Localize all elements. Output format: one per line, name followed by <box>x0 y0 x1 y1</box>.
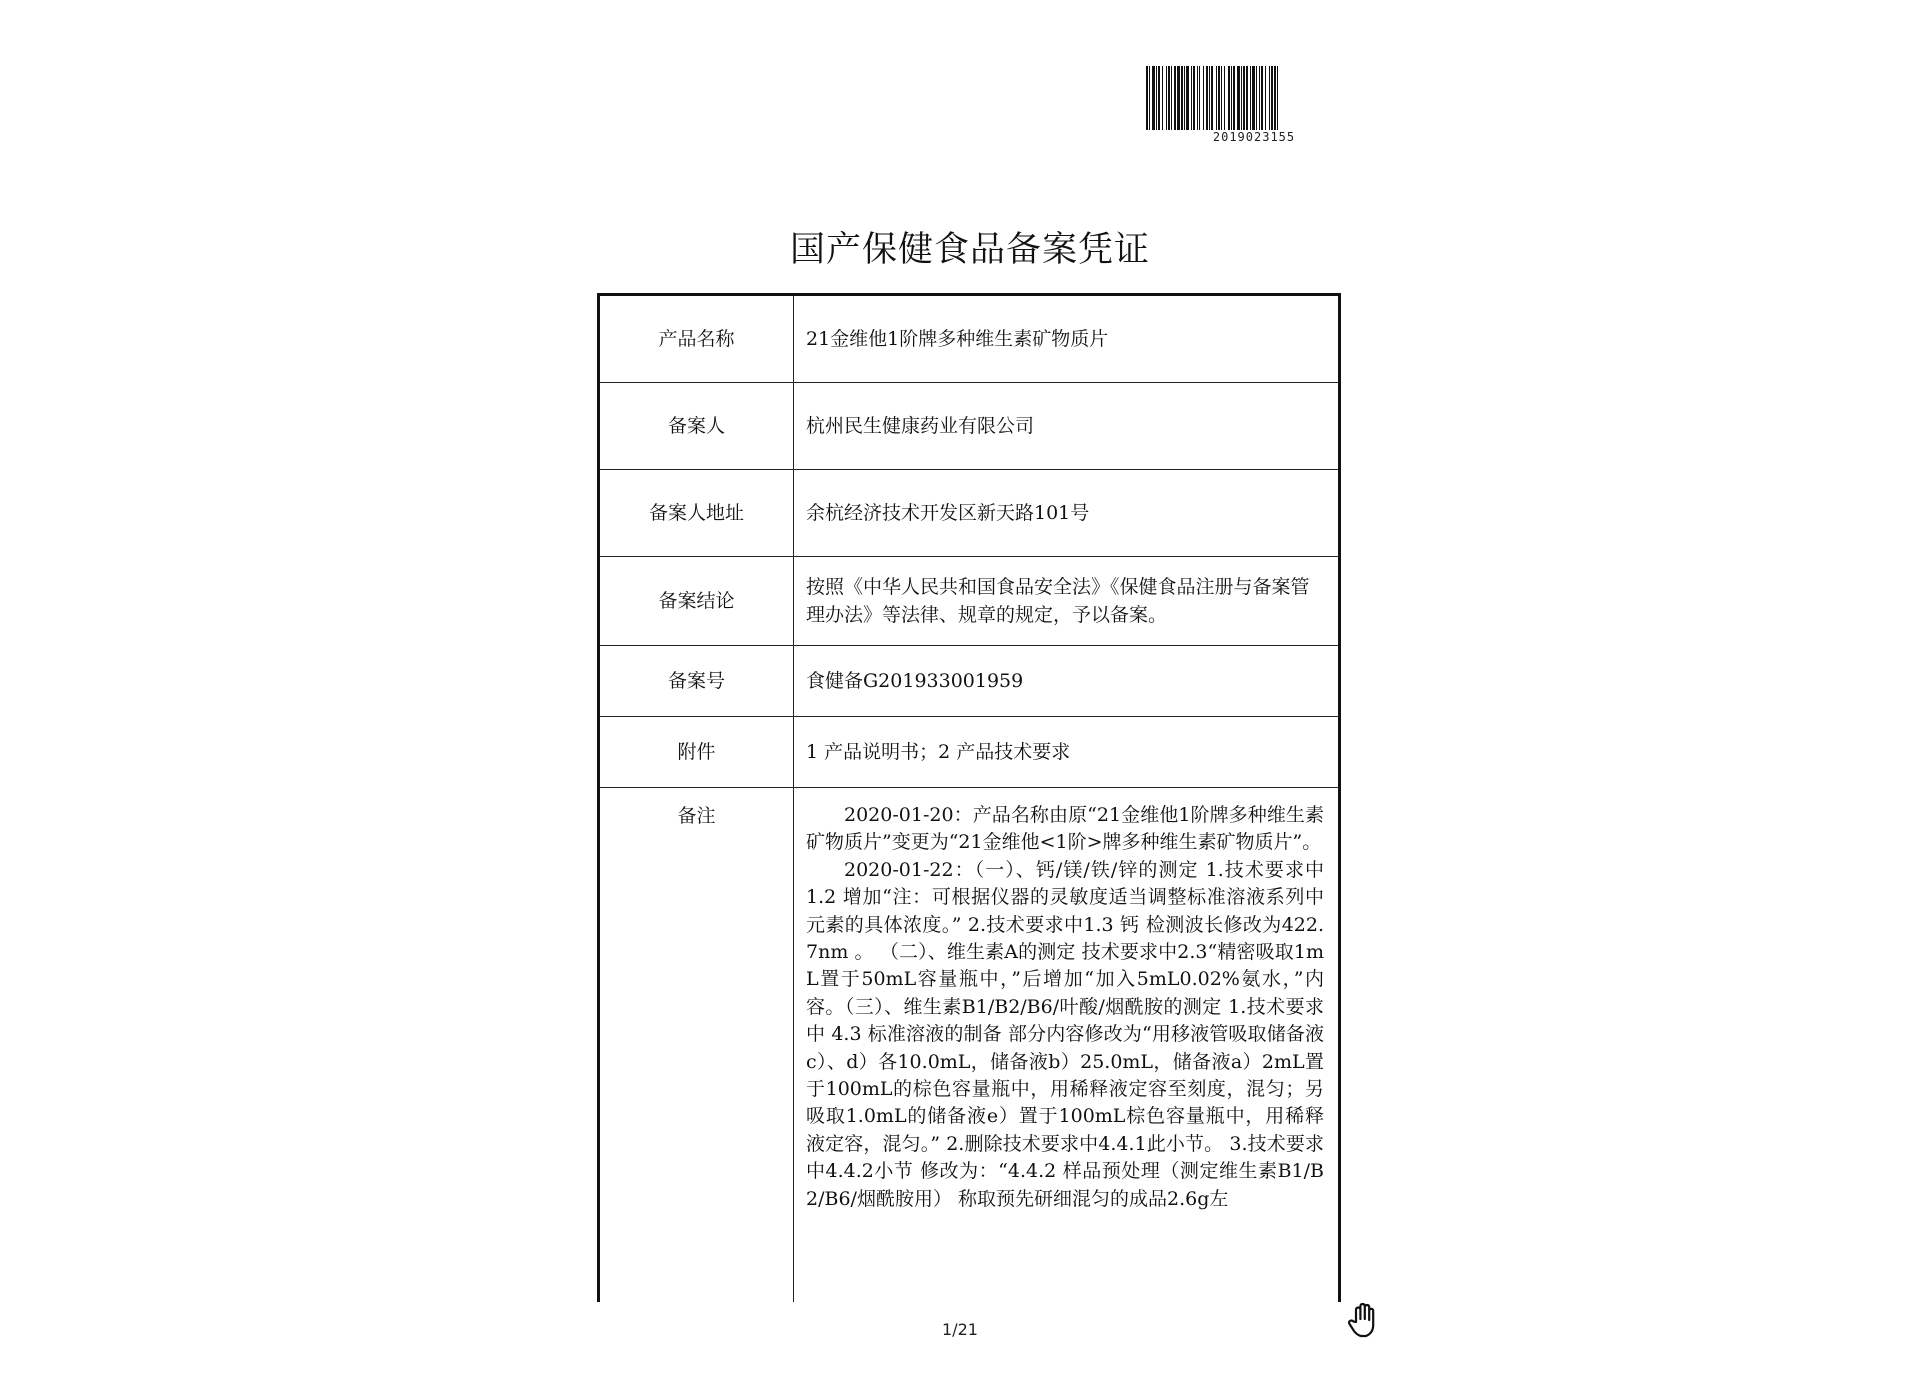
barcode-bar <box>1277 66 1278 130</box>
barcode-graphic <box>1146 66 1362 130</box>
table-row-filer-address <box>599 470 1340 557</box>
barcode-bar <box>1241 66 1242 130</box>
barcode-bar <box>1156 66 1157 130</box>
barcode-bar <box>1197 66 1198 130</box>
hand-tool-graphic <box>1346 1302 1380 1338</box>
row-label: 备案号 <box>599 646 794 717</box>
notes-paragraph: 2020-01-20：产品名称由原“21金维他1阶牌多种维生素矿物质片”变更为“21金维他<1阶>牌多种维生素矿物质片”。 <box>806 804 1324 854</box>
row-value: 按照《中华人民共和国食品安全法》《保健食品注册与备案管理办法》等法律、规章的规定，予以备案。 <box>794 557 1340 646</box>
barcode-bar <box>1261 66 1263 130</box>
barcode-bar <box>1256 66 1257 130</box>
row-label: 产品名称 <box>599 295 794 383</box>
row-value: 余杭经济技术开发区新天路101号 <box>794 470 1340 557</box>
barcode-bar <box>1228 66 1230 130</box>
barcode-bar <box>1265 66 1266 130</box>
barcode-bar <box>1168 66 1170 130</box>
barcode-bar <box>1224 66 1225 130</box>
barcode-bar <box>1221 66 1222 130</box>
row-value: 杭州民生健康药业有限公司 <box>794 383 1340 470</box>
barcode-bar <box>1166 66 1167 130</box>
notes-body <box>806 788 1324 1213</box>
barcode-bar <box>1206 66 1208 130</box>
table-row-filer <box>599 383 1340 470</box>
barcode-bar <box>1259 66 1260 130</box>
barcode-icon <box>1146 66 1362 130</box>
barcode-bar <box>1186 66 1189 130</box>
barcode-bar <box>1231 66 1232 130</box>
table-row-notes <box>599 788 1340 1303</box>
barcode-number: 2019023155 <box>1212 130 1296 144</box>
row-value: 食健备G201933001959 <box>794 646 1340 717</box>
row-label: 备案结论 <box>599 557 794 646</box>
barcode-bar <box>1193 66 1195 130</box>
barcode-bar <box>1243 66 1245 130</box>
barcode-bar <box>1181 66 1183 130</box>
barcode-bar <box>1174 66 1176 130</box>
table-row-conclusion <box>599 557 1340 646</box>
page-indicator: 1/21 <box>942 1320 978 1339</box>
barcode-bar <box>1177 66 1180 130</box>
barcode-bar <box>1171 66 1172 130</box>
barcode-bar <box>1233 66 1235 130</box>
barcode-bar <box>1250 66 1251 130</box>
row-label: 备注 <box>599 788 794 1303</box>
table-row-attachments <box>599 717 1340 788</box>
barcode-bar <box>1246 66 1248 130</box>
barcode-bar <box>1184 66 1185 130</box>
barcode-bar <box>1211 66 1213 130</box>
barcode-bar <box>1237 66 1240 130</box>
barcode-bar <box>1149 66 1150 130</box>
barcode-bar <box>1162 66 1163 130</box>
row-value: 21金维他1阶牌多种维生素矿物质片 <box>794 295 1340 383</box>
barcode-bar <box>1203 66 1204 130</box>
table-row-product-name <box>599 295 1340 383</box>
row-value <box>794 788 1340 1303</box>
barcode-bar <box>1191 66 1192 130</box>
row-value: 1 产品说明书；2 产品技术要求 <box>794 717 1340 788</box>
barcode-bar <box>1269 66 1270 130</box>
barcode-bar <box>1274 66 1276 130</box>
barcode-bar <box>1199 66 1200 130</box>
barcode-bar <box>1216 66 1217 130</box>
document-title: 国产保健食品备案凭证 <box>789 230 1150 270</box>
filing-certificate-table <box>597 293 1341 1302</box>
barcode-bar <box>1146 66 1148 130</box>
barcode-bar <box>1152 66 1155 130</box>
hand-tool-icon[interactable] <box>1346 1302 1380 1338</box>
notes-paragraph: 2020-01-22：（一）、钙/镁/铁/锌的测定 1.技术要求中 1.2 增加“注：可根据仪器的灵敏度适当调整标准溶液系列中元素的具体浓度。” 2.技术要求中1.3 钙 检测波长修改为422.7nm 。 （二）、维生素A的测定 技术要求中2.3“精密吸取1mL置于50mL容量瓶中，”后增加“加入5mL0.02%氨水，”内容。（三）、维生素B1/B2/B6/叶酸/烟酰胺的测定 1.技术要求中 4.3 标准溶液的制备 部分内容修改为“用移液管吸取储备液c）、d）各10.0mL，储备液b）25.0mL，储备液a）2mL置于100mL的棕色容量瓶中，用稀释液定容至刻度，混匀；另吸取1.0mL的储备液e）置于100mL棕色容量瓶中，用稀释液定容，混匀。” 2.删除技术要求中4.4.1此小节。 3.技术要求中4.4.2小节 修改为：“4.4.2 样品预处理（测定维生素B1/B2/B6/烟酰胺用） 称取预先研细混匀的成品2.6g左 <box>806 858 1324 1210</box>
barcode-bar <box>1271 66 1273 130</box>
barcode-bar <box>1209 66 1210 130</box>
barcode-bar <box>1158 66 1160 130</box>
barcode-bar <box>1252 66 1255 130</box>
barcode-bar <box>1218 66 1220 130</box>
row-label: 备案人 <box>599 383 794 470</box>
row-label: 附件 <box>599 717 794 788</box>
table-row-filing-number <box>599 646 1340 717</box>
row-label: 备案人地址 <box>599 470 794 557</box>
